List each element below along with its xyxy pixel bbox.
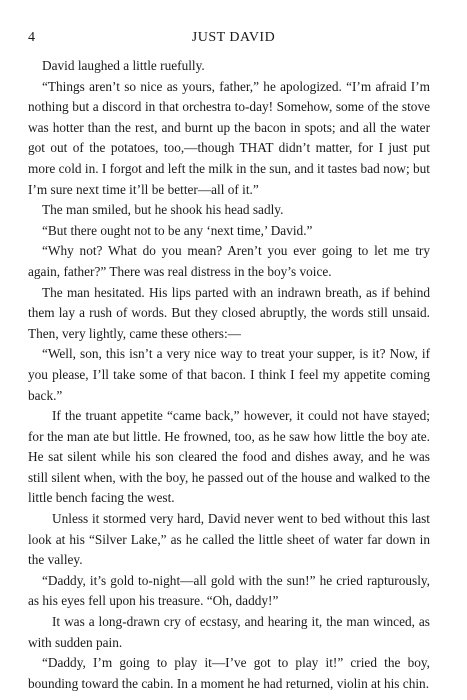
body-text xyxy=(28,56,430,694)
paragraph: “Well, son, this isn’t a very nice way to treat your supper, is it? Now, if you please, I’ll take some of that bacon. I think I feel my appetite coming back.” xyxy=(28,346,430,403)
paragraph: “Daddy, I’m going to play it—I’ve got to play it!” cried the boy, bounding toward the cabin. In a moment he had returned, violin at his chin. xyxy=(28,655,430,691)
paragraph: “Daddy, it’s gold to-night—all gold with the sun!” he cried rapturously, as his eyes fell upon his treasure. “Oh, daddy!” xyxy=(28,572,430,609)
paragraph: Unless it stormed very hard, David never went to bed without this last look at his “Silver Lake,” as he called the little sheet of water far down in the valley. xyxy=(28,511,430,568)
page-number: 4 xyxy=(28,30,35,45)
paragraph: It was a long-drawn cry of ecstasy, and hearing it, the man winced, as with sudden pain. xyxy=(28,614,430,650)
paragraph: “But there ought not to be any ‘next time,’ David.” xyxy=(42,222,313,238)
paragraph: “Things aren’t so nice as yours, father,” he apologized. “I’m afraid I’m nothing but a discord in that orchestra to-day! Somehow, some of the stove was hotter than the rest, and burnt up the bacon in spots; and all the water got out of the potatoes, too,—though THAT didn’t matter, for I just put more cold in. I forgot and left the milk in the sun, and it tastes bad now; but I’m sure next time it’ll be better—all of it.” xyxy=(28,78,430,197)
running-head xyxy=(28,30,439,50)
paragraph: The man smiled, but he shook his head sadly. xyxy=(42,202,284,218)
paragraph: David laughed a little ruefully. xyxy=(42,58,205,73)
paragraph: If the truant appetite “came back,” however, it could not have stayed; for the man ate but little. He frowned, too, as he saw how little the boy ate. He sat silent while his son cleared the food and dishes away, and he was still silent when, with the boy, he passed out of the house and walked to the little bench facing the west. xyxy=(28,408,430,506)
book-title: JUST DAVID xyxy=(191,30,276,45)
paragraph: The man hesitated. His lips parted with an indrawn breath, as if behind them lay a rush of words. But they closed abruptly, the words still unsaid. Then, very lightly, came these others:— xyxy=(28,284,430,341)
paragraph: “Why not? What do you mean? Aren’t you ever going to let me try again, father?” There was real distress in the boy’s voice. xyxy=(28,243,430,279)
